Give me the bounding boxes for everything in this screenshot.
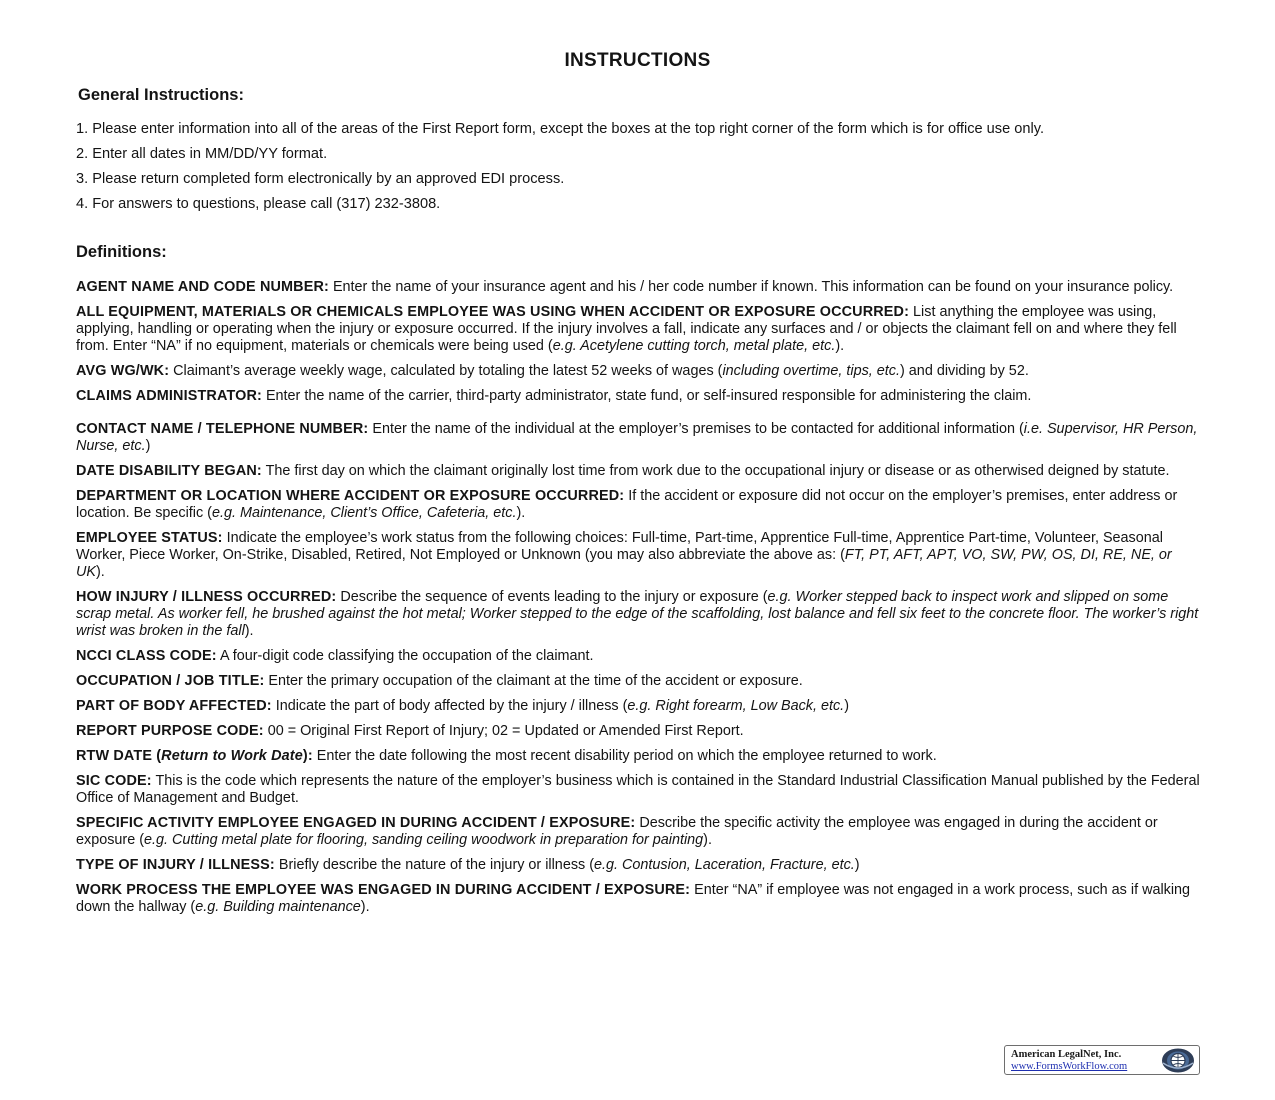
definition-term: HOW INJURY / ILLNESS OCCURRED: bbox=[76, 589, 337, 605]
definition-example: e.g. Building maintenance bbox=[195, 899, 361, 915]
definition-term: AGENT NAME AND CODE NUMBER: bbox=[76, 279, 329, 295]
definition-how-injury-occurred bbox=[76, 589, 1202, 640]
definition-example: including overtime, tips, etc. bbox=[722, 363, 901, 379]
definition-example: e.g. Maintenance, Client’s Office, Cafeteria, etc. bbox=[211, 505, 517, 521]
definition-tail: ) bbox=[844, 698, 849, 714]
definition-term bbox=[76, 748, 313, 764]
definition-occupation bbox=[76, 673, 1202, 690]
definition-text: The first day on which the claimant originally lost time from work due to the occupational injury or disease or as otherwised deigned by statute. bbox=[265, 463, 1170, 479]
definition-text: If the accident or exposure did not occur on the employer’s premises, enter address or location. Be specific ( bbox=[76, 488, 1178, 521]
definition-tail: ). bbox=[835, 338, 845, 354]
definition-tail: ). bbox=[96, 564, 105, 580]
definition-work-process bbox=[76, 882, 1202, 916]
definition-text: Enter the primary occupation of the claimant at the time of the accident or exposure. bbox=[268, 673, 803, 689]
definition-text: Describe the sequence of events leading to the injury or exposure ( bbox=[340, 589, 768, 605]
definition-specific-activity bbox=[76, 815, 1202, 849]
definition-term: CONTACT NAME / TELEPHONE NUMBER: bbox=[76, 421, 369, 437]
definition-tail: ) bbox=[854, 857, 860, 873]
logo-url-link[interactable]: www.FormsWorkFlow.com bbox=[1011, 1061, 1128, 1072]
footer-logo[interactable] bbox=[1004, 1045, 1200, 1075]
definition-rtw-date bbox=[76, 748, 1202, 765]
general-instruction-item: 4. For answers to questions, please call (317) 232-3808. bbox=[76, 196, 441, 212]
definition-term: ALL EQUIPMENT, MATERIALS OR CHEMICALS EMPLOYEE WAS USING WHEN ACCIDENT OR EXPOSURE OCCURRED: bbox=[76, 304, 910, 320]
definition-text: Enter “NA” if employee was not engaged in a work process, such as if walking down the hallway ( bbox=[76, 882, 1191, 915]
definition-text: Enter the name of your insurance agent and his / her code number if known. This information can be found on your insurance policy. bbox=[332, 279, 1174, 295]
definition-text: Describe the specific activity the employee was engaged in during the accident or exposure ( bbox=[76, 815, 1158, 848]
definitions-heading: Definitions: bbox=[76, 243, 167, 261]
definition-term-start: RTW DATE ( bbox=[76, 748, 162, 764]
general-instruction-item: 3. Please return completed form electronically by an approved EDI process. bbox=[76, 171, 565, 187]
definition-tail: ). bbox=[516, 505, 526, 521]
definition-text: List anything the employee was using, applying, handling or operating when the injury or exposure occurred. If the injury involves a fall, indicate any surfaces and / or objects the claimant fell on and where they fell from. Enter “NA” if no equipment, materials or chemicals were being used ( bbox=[76, 304, 1177, 354]
definition-tail: ). bbox=[360, 899, 370, 915]
definition-employee-status bbox=[76, 530, 1202, 581]
definition-text: A four-digit code classifying the occupation of the claimant. bbox=[219, 648, 594, 664]
definition-text: Enter the date following the most recent disability period on which the employee returned to work. bbox=[316, 748, 937, 764]
definition-term-end: ): bbox=[302, 748, 313, 764]
definition-term-italic: Return to Work Date bbox=[161, 748, 303, 764]
general-instruction-item: 2. Enter all dates in MM/DD/YY format. bbox=[76, 146, 328, 162]
globe-icon bbox=[1160, 1047, 1196, 1074]
definition-term: DEPARTMENT OR LOCATION WHERE ACCIDENT OR EXPOSURE OCCURRED: bbox=[76, 488, 625, 504]
definition-text: This is the code which represents the nature of the employer’s business which is contained in the Standard Industrial Classification Manual published by the Federal Office of Management and Budget. bbox=[76, 773, 1200, 806]
definition-contact-name bbox=[76, 421, 1202, 455]
definition-part-of-body bbox=[76, 698, 1202, 715]
page-title: INSTRUCTIONS bbox=[564, 50, 711, 71]
definition-term: WORK PROCESS THE EMPLOYEE WAS ENGAGED IN DURING ACCIDENT / EXPOSURE: bbox=[76, 882, 691, 898]
definition-department-location bbox=[76, 488, 1202, 522]
definition-term: SPECIFIC ACTIVITY EMPLOYEE ENGAGED IN DURING ACCIDENT / EXPOSURE: bbox=[76, 815, 636, 831]
definition-date-disability bbox=[76, 463, 1202, 480]
definition-text: Claimant’s average weekly wage, calculated by totaling the latest 52 weeks of wages ( bbox=[173, 363, 723, 379]
definition-term: PART OF BODY AFFECTED: bbox=[76, 698, 272, 714]
definition-tail: ). bbox=[703, 832, 712, 848]
general-instruction-item: 1. Please enter information into all of the areas of the First Report form, except the boxes at the top right corner of the form which is for office use only. bbox=[76, 121, 1044, 137]
definition-ncci-class-code bbox=[76, 648, 1202, 665]
definition-text: 00 = Original First Report of Injury; 02 = Updated or Amended First Report. bbox=[267, 723, 744, 739]
definition-agent-name bbox=[76, 279, 1202, 296]
definition-type-of-injury bbox=[76, 857, 1202, 874]
definition-equipment bbox=[76, 304, 1202, 355]
definition-text: Briefly describe the nature of the injury or illness ( bbox=[278, 857, 594, 873]
definition-example: e.g. Right forearm, Low Back, etc. bbox=[627, 698, 845, 714]
definition-report-purpose-code bbox=[76, 723, 1202, 740]
definition-term: AVG WG/WK: bbox=[76, 363, 170, 379]
definition-text: Enter the name of the carrier, third-party administrator, state fund, or self-insured responsible for administering the claim. bbox=[265, 388, 1032, 404]
definition-tail: ) and dividing by 52. bbox=[900, 363, 1029, 379]
definition-term: CLAIMS ADMINISTRATOR: bbox=[76, 388, 262, 404]
definition-tail: ). bbox=[244, 623, 254, 639]
logo-company-name: American LegalNet, Inc. bbox=[1011, 1049, 1122, 1060]
definition-example: e.g. Worker stepped back to inspect work and slipped on some scrap metal. As worker fell, he brushed against the hot metal; Worker stepped to the edge of the scaffolding, lost balance and fell six feet to the concrete floor. The worker’s right wrist was broken in the fall bbox=[76, 589, 1199, 639]
general-instructions-heading: General Instructions: bbox=[78, 86, 244, 104]
definition-term: SIC CODE: bbox=[76, 773, 152, 789]
definition-tail: ) bbox=[145, 438, 151, 454]
definition-example: FT, PT, AFT, APT, VO, SW, PW, OS, DI, RE, NE, or UK bbox=[76, 547, 1172, 580]
definition-text: Enter the name of the individual at the employer’s premises to be contacted for additional information ( bbox=[372, 421, 1024, 437]
general-instructions-list bbox=[76, 121, 1206, 221]
definition-term: OCCUPATION / JOB TITLE: bbox=[76, 673, 265, 689]
definition-text: Indicate the employee’s work status from the following choices: Full-time, Part-time, Apprentice Full-time, Apprentice Part-time, Volunteer, Seasonal Worker, Piece Worker, On-Strike, Disabled, Retired, Not Employed or Unknown (you may also abbreviate the above as: ( bbox=[76, 530, 1163, 563]
definition-claims-administrator bbox=[76, 388, 1202, 405]
definition-term: NCCI CLASS CODE: bbox=[76, 648, 217, 664]
definition-example: e.g. Cutting metal plate for flooring, sanding ceiling woodwork in preparation for painting bbox=[144, 832, 704, 848]
definition-avg-wage bbox=[76, 363, 1202, 380]
definitions-list bbox=[76, 279, 1202, 924]
definition-term: TYPE OF INJURY / ILLNESS: bbox=[76, 857, 275, 873]
definition-text: Indicate the part of body affected by the injury / illness ( bbox=[275, 698, 628, 714]
definition-term: REPORT PURPOSE CODE: bbox=[76, 723, 264, 739]
definition-example: i.e. Supervisor, HR Person, Nurse, etc. bbox=[76, 421, 1198, 454]
definition-term: DATE DISABILITY BEGAN: bbox=[76, 463, 262, 479]
definition-example: e.g. Contusion, Laceration, Fracture, etc. bbox=[594, 857, 855, 873]
definition-sic-code bbox=[76, 773, 1202, 807]
definition-example: e.g. Acetylene cutting torch, metal plate, etc. bbox=[552, 338, 836, 354]
definition-term: EMPLOYEE STATUS: bbox=[76, 530, 223, 546]
